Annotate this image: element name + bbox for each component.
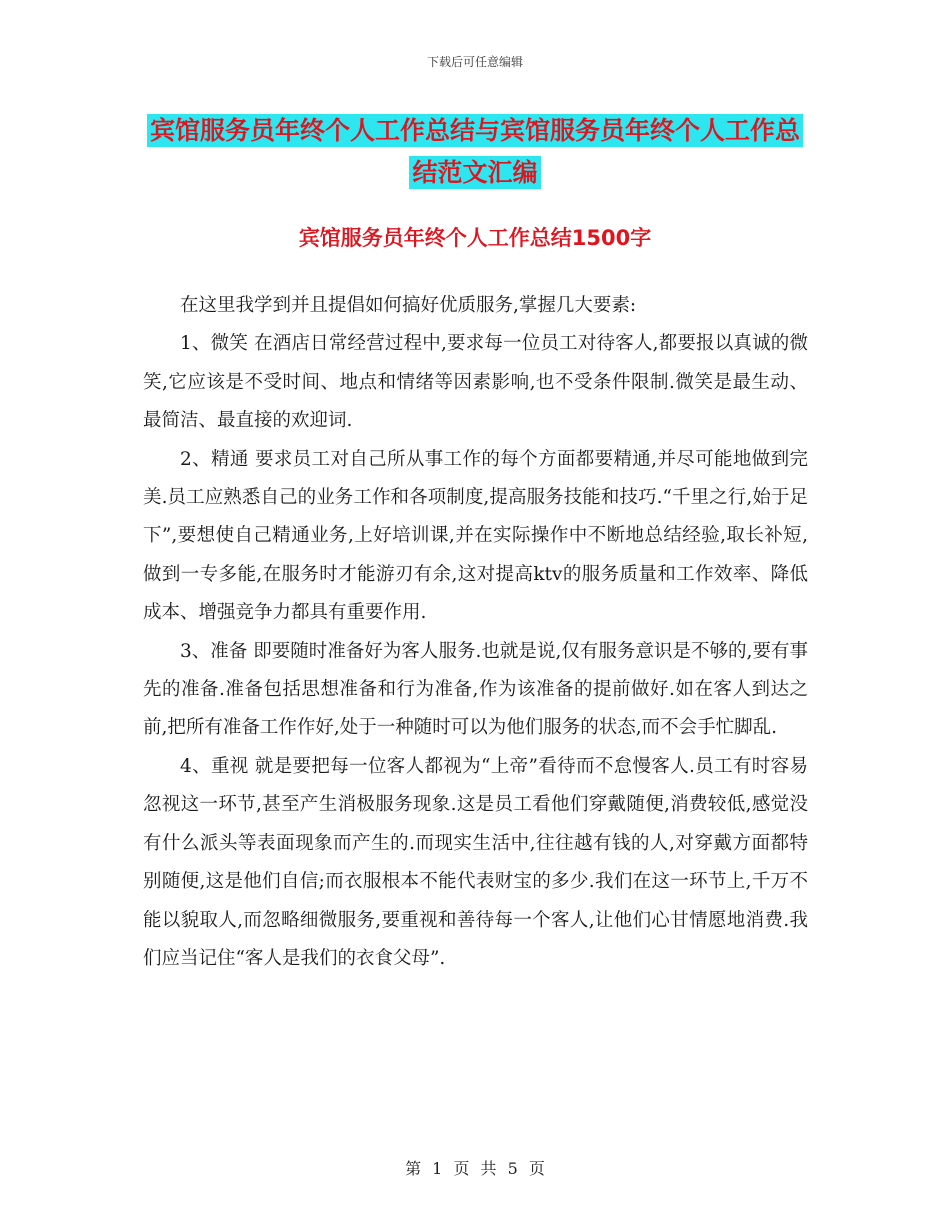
- paragraph-proficiency: 2、精通 要求员工对自己所从事工作的每个方面都要精通,并尽可能地做到完美.员工应熟悉自己的业务工作和各项制度,提高服务技能和技巧.“千里之行,始于足下”,要想使自己精通业务,上好培训课,并在实际操作中不断地总结经验,取长补短,做到一专多能,在服务时才能游刃有余,这对提高ktv的服务质量和工作效率、降低成本、增强竞争力都具有重要作用.: [143, 448, 808, 624]
- document-title-highlight: 宾馆服务员年终个人工作总结与宾馆服务员年终个人工作总结范文汇编: [147, 114, 803, 189]
- document-title: [140, 110, 810, 194]
- paragraph-attention: 4、重视 就是要把每一位客人都视为“上帝”看待而不怠慢客人.员工有时容易忽视这一环节,甚至产生消极服务现象.这是员工看他们穿戴随便,消费较低,感觉没有什么派头等表面现象而产生的.而现实生活中,往往越有钱的人,对穿戴方面都特别随便,这是他们自信;而衣服根本不能代表财宝的多少.我们在这一环节上,千万不能以貌取人,而忽略细微服务,要重视和善待每一个客人,让他们心甘情愿地消费.我们应当记住“客人是我们的衣食父母”.: [143, 755, 808, 969]
- document-subtitle: 宾馆服务员年终个人工作总结1500字: [298, 226, 652, 250]
- page-footer: 第 1 页 共 5 页: [405, 1159, 545, 1178]
- paragraph-smile: 1、微笑 在酒店日常经营过程中,要求每一位员工对待客人,都要报以真诚的微笑,它应该是不受时间、地点和情绪等因素影响,也不受条件限制.微笑是最生动、最简洁、最直接的欢迎词.: [143, 333, 808, 432]
- paragraph-preparation: 3、准备 即要随时准备好为客人服务.也就是说,仅有服务意识是不够的,要有事先的准备.准备包括思想准备和行为准备,作为该准备的提前做好.如在客人到达之前,把所有准备工作作好,处于一种随时可以为他们服务的状态,而不会手忙脚乱.: [143, 640, 808, 739]
- header-note: 下载后可任意编辑: [426, 55, 523, 69]
- paragraph-intro: 在这里我学到并且提倡如何搞好优质服务,掌握几大要素:: [180, 295, 637, 316]
- document-body: [143, 287, 808, 978]
